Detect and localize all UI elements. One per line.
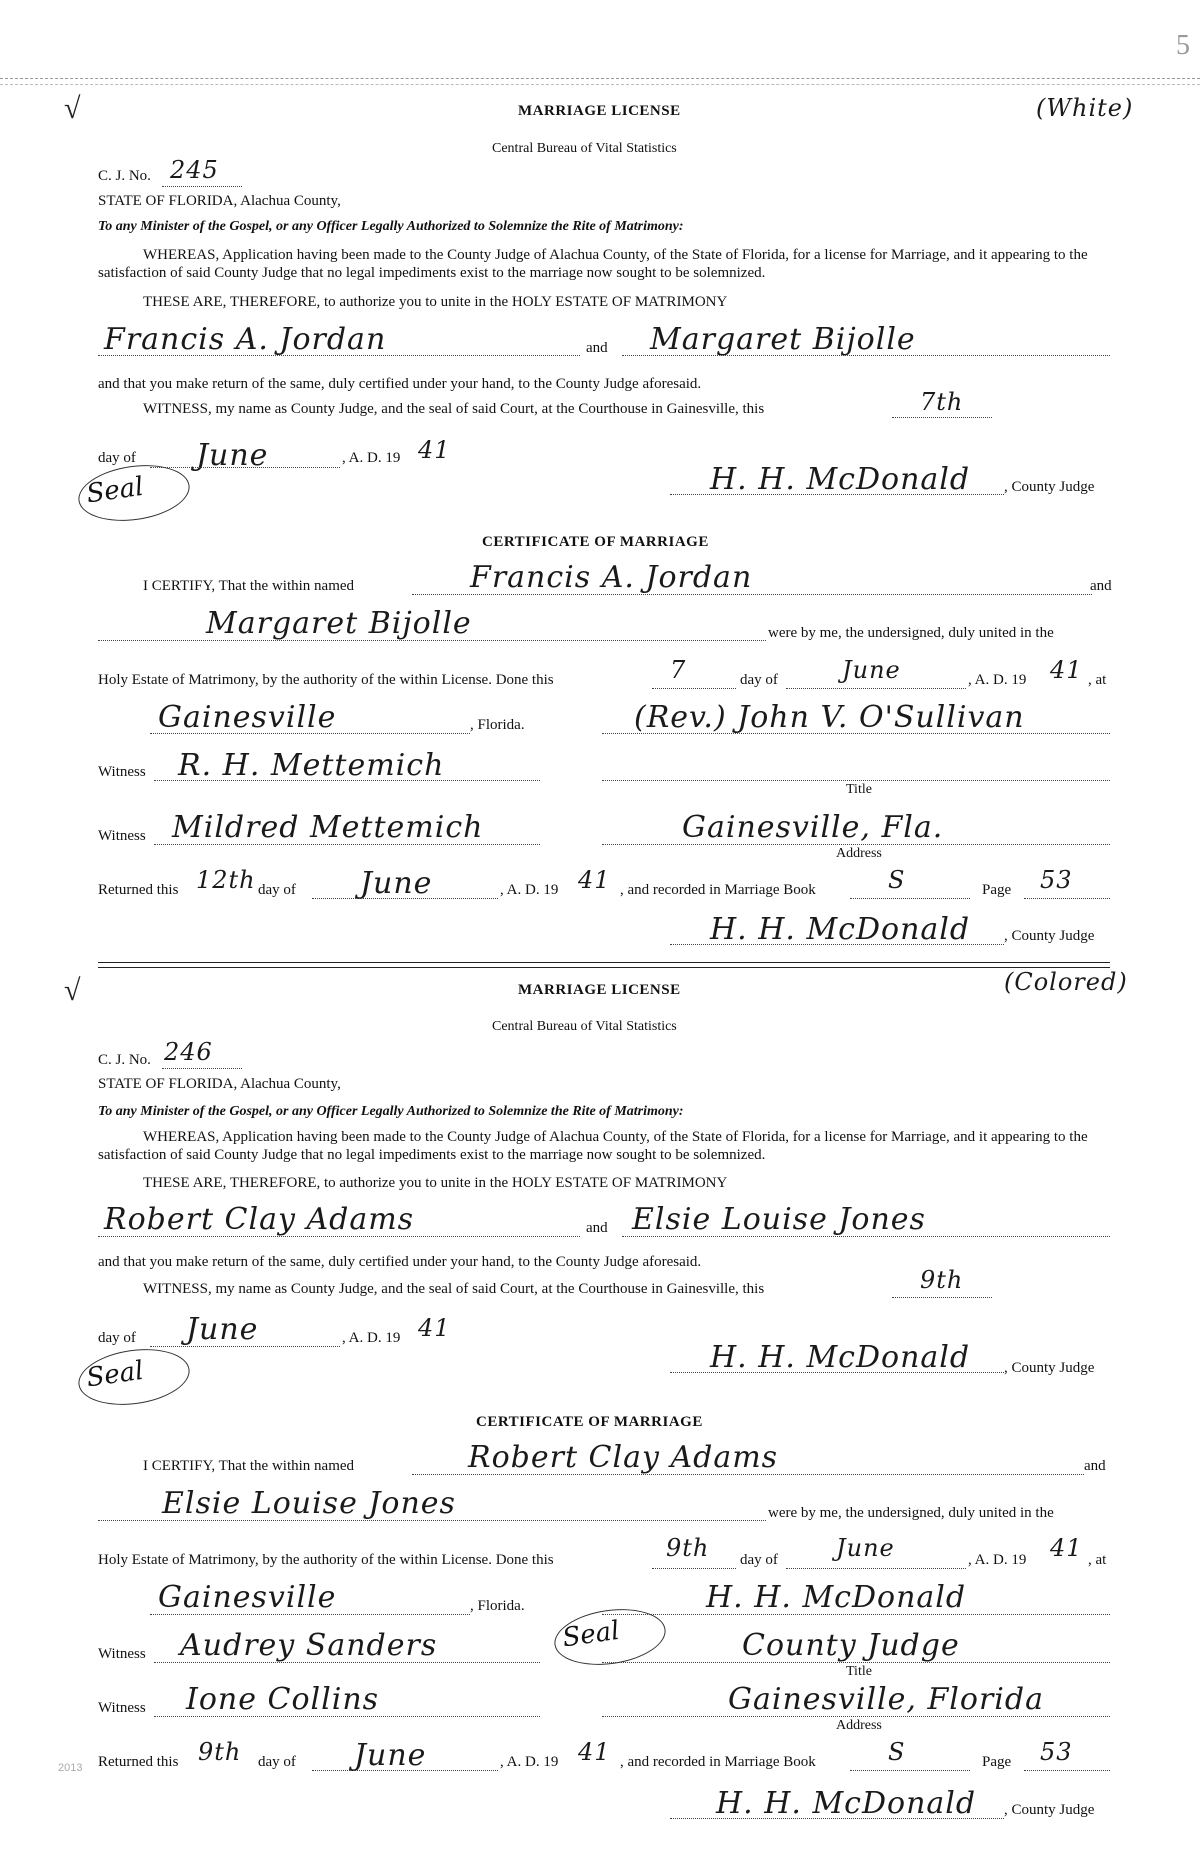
certificate-title: CERTIFICATE OF MARRIAGE [476,1414,703,1430]
witness-label: Witness [98,764,146,780]
page-label: Page [982,1754,1012,1770]
ad-label: , A. D. 19 [968,1552,1027,1568]
judge-signature-line [670,494,1004,495]
cert-groom-line [412,1474,1084,1475]
returned-day: 12th [196,866,256,894]
returned-month: June [360,866,433,901]
witness-2-signature: Mildred Mettemich [172,810,484,845]
license-title: MARRIAGE LICENSE [518,982,681,998]
witness-1-signature: Audrey Sanders [180,1628,438,1663]
judge-signature: H. H. McDonald [710,1340,971,1375]
address-to: To any Minister of the Gospel, or any Officer Legally Authorized to Solemnize the Rite of Matrimony: [98,1104,684,1119]
returned-month-line [312,898,498,899]
returned-label: Returned this [98,882,179,898]
groom-line [98,355,580,356]
cert-judge-signature: H. H. McDonald [716,1786,977,1821]
cert-place-line [150,733,470,734]
witness-2-signature: Ione Collins [186,1682,380,1717]
and-label: and [586,340,608,356]
officiant-line [602,1614,1110,1615]
marriage-book: S [888,866,906,894]
witness-day-line [892,1297,992,1298]
returned-month: June [354,1738,427,1773]
holy-estate-label: Holy Estate of Matrimony, by the authority of the within License. Done this [98,672,554,688]
certify-label: I CERTIFY, That the within named [143,578,355,594]
cj-line [162,1068,242,1069]
seal-stamp: Seal [551,1602,669,1671]
month-line [150,1346,340,1347]
cert-month-line [786,1568,966,1569]
whereas-paragraph: WHEREAS, Application having been made to the County Judge of Alachua County, of the State of Florida, for a license for Marriage, and it appearing to the satisfaction of said County Judge that no legal impediments exist to the marriage now sought to be solemnized. [98,1129,1088,1163]
witness-1-line [154,780,540,781]
officiant-title: County Judge [742,1628,960,1663]
groom-line [98,1236,580,1237]
book-line [850,898,970,899]
florida-label: , Florida. [470,1598,525,1614]
day-of-label: day of [98,450,136,466]
witness-2-line [154,844,540,845]
address-line [602,844,1110,845]
witness-1-signature: R. H. Mettemich [178,748,445,783]
check-mark-icon: √ [64,92,81,125]
seal-stamp: Seal [75,1342,193,1411]
bureau-name: Central Bureau of Vital Statistics [492,1019,677,1034]
done-day: 7 [670,656,687,684]
done-day: 9th [666,1534,710,1562]
ad-label: , A. D. 19 [342,450,401,466]
officiant-signature: (Rev.) John V. O'Sullivan [634,700,1025,735]
cert-month: June [836,1534,895,1562]
officiant-signature: H. H. McDonald [706,1580,967,1615]
marriage-book: S [888,1738,906,1766]
title-line [602,780,1110,781]
cert-place: Gainesville [158,1580,337,1615]
cert-judge-line [670,1818,1004,1819]
certify-label: I CERTIFY, That the within named [143,1458,355,1474]
license-year: 41 [418,1314,451,1342]
officiant-line [602,733,1110,734]
month-line [150,467,340,468]
state-line: STATE OF FLORIDA, Alachua County, [98,1076,341,1092]
book-page: 53 [1040,866,1073,894]
cert-place: Gainesville [158,700,337,735]
returned-year: 41 [578,866,611,894]
and-label: and [586,1220,608,1236]
cert-groom-name: Francis A. Jordan [470,560,753,595]
cert-judge-signature: H. H. McDonald [710,912,971,947]
cj-number: 245 [170,156,219,184]
officiant-address: Gainesville, Fla. [682,810,944,845]
bride-name: Elsie Louise Jones [632,1202,926,1237]
judge-signature-line [670,1372,1004,1373]
returned-label: Returned this [98,1754,179,1770]
therefore-line: THESE ARE, THEREFORE, to authorize you to unite in the HOLY ESTATE OF MATRIMONY [143,1175,728,1191]
day-of-label: day of [98,1330,136,1346]
record-separator [98,967,1110,968]
ad-label: , A. D. 19 [968,672,1027,688]
certificate-title: CERTIFICATE OF MARRIAGE [482,534,709,550]
returned-ad-label: , A. D. 19 [500,882,559,898]
address-label: Address [836,1718,882,1733]
county-judge-label: , County Judge [1004,1360,1095,1376]
officiant-address: Gainesville, Florida [728,1682,1044,1717]
united-label: were by me, the undersigned, duly united in the [768,625,1054,641]
ad-label: , A. D. 19 [342,1330,401,1346]
witness-day: 7th [920,388,964,416]
witness-label: Witness [98,1646,146,1662]
cert-place-line [150,1614,470,1615]
united-label: were by me, the undersigned, duly united in the [768,1505,1054,1521]
therefore-line: THESE ARE, THEREFORE, to authorize you to unite in the HOLY ESTATE OF MATRIMONY [143,294,728,310]
watermark-text: 2013 [58,1762,83,1774]
at-label: , at [1088,1552,1107,1568]
cj-label: C. J. No. [98,168,151,184]
county-judge-label: , County Judge [1004,479,1095,495]
recorded-label: , and recorded in Marriage Book [620,882,816,898]
cj-number: 246 [164,1038,213,1066]
witness-2-line [154,1716,540,1717]
license-month: June [196,438,269,473]
cj-label: C. J. No. [98,1052,151,1068]
holy-estate-label: Holy Estate of Matrimony, by the authority of the within License. Done this [98,1552,554,1568]
license-title: MARRIAGE LICENSE [518,103,681,119]
cert-bride-name: Elsie Louise Jones [162,1486,456,1521]
scan-edge-line [0,78,1200,79]
day-of-label: day of [740,1552,778,1568]
address-label: Address [836,846,882,861]
witness-label: Witness [98,1700,146,1716]
cert-month: June [842,656,901,684]
address-to: To any Minister of the Gospel, or any Officer Legally Authorized to Solemnize the Rite of Matrimony: [98,219,684,234]
witness-day-line [892,417,992,418]
returned-day: 9th [198,1738,242,1766]
done-day-line [652,688,736,689]
and-label: and [1084,1458,1106,1474]
groom-name: Robert Clay Adams [104,1202,415,1237]
cert-groom-name: Robert Clay Adams [468,1440,779,1475]
title-label: Title [846,1664,872,1679]
license-month: June [186,1312,259,1347]
bureau-name: Central Bureau of Vital Statistics [492,141,677,156]
license-year: 41 [418,436,451,464]
book-line [850,1770,970,1771]
groom-name: Francis A. Jordan [104,322,387,357]
cert-bride-line [98,640,766,641]
cj-line [162,186,242,187]
county-judge-label: , County Judge [1004,928,1095,944]
page-line [1024,898,1110,899]
county-judge-label: , County Judge [1004,1802,1095,1818]
bride-line [622,355,1110,356]
check-mark-icon: √ [64,974,81,1007]
return-line: and that you make return of the same, duly certified under your hand, to the County Judge aforesaid. [98,1254,702,1270]
and-label: and [1090,578,1112,594]
page-line [1024,1770,1110,1771]
returned-ad-label: , A. D. 19 [500,1754,559,1770]
scan-edge-line [0,84,1200,85]
done-day-line [652,1568,736,1569]
recorded-label: , and recorded in Marriage Book [620,1754,816,1770]
witness-1-line [154,1662,540,1663]
florida-label: , Florida. [470,717,525,733]
cert-bride-line [98,1520,766,1521]
judge-signature: H. H. McDonald [710,462,971,497]
returned-day-of-label: day of [258,1754,296,1770]
cert-year: 41 [1050,656,1083,684]
bride-name: Margaret Bijolle [650,322,916,357]
returned-year: 41 [578,1738,611,1766]
at-label: , at [1088,672,1107,688]
day-of-label: day of [740,672,778,688]
record-separator [98,962,1110,963]
cert-judge-line [670,944,1004,945]
address-line [602,1716,1110,1717]
cert-groom-line [412,594,1092,595]
returned-day-of-label: day of [258,882,296,898]
witness-label: Witness [98,828,146,844]
state-line: STATE OF FLORIDA, Alachua County, [98,193,341,209]
title-label: Title [846,782,872,797]
returned-month-line [312,1770,498,1771]
race-note: (Colored) [1004,968,1128,996]
witness-line: WITNESS, my name as County Judge, and the seal of said Court, at the Courthouse in Gainesville, this [143,401,765,417]
bride-line [622,1236,1110,1237]
title-line [602,1662,1110,1663]
witness-line: WITNESS, my name as County Judge, and the seal of said Court, at the Courthouse in Gainesville, this [143,1281,765,1297]
cert-bride-name: Margaret Bijolle [206,606,472,641]
whereas-paragraph: WHEREAS, Application having been made to the County Judge of Alachua County, of the State of Florida, for a license for Marriage, and it appearing to the satisfaction of said County Judge that no legal impediments exist to the marriage now sought to be solemnized. [98,247,1088,281]
return-line: and that you make return of the same, duly certified under your hand, to the County Judge aforesaid. [98,376,702,392]
witness-day: 9th [920,1266,964,1294]
page-number: 5 [1176,30,1190,61]
cert-month-line [786,688,966,689]
page-label: Page [982,882,1012,898]
seal-stamp: Seal [75,458,193,527]
race-note: (White) [1036,94,1134,122]
cert-year: 41 [1050,1534,1083,1562]
book-page: 53 [1040,1738,1073,1766]
